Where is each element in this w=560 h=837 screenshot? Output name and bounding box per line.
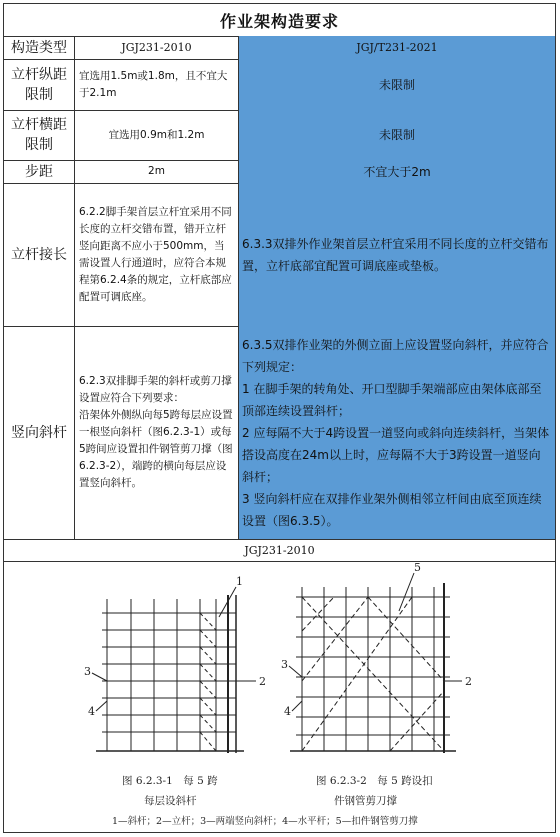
old-clause-body: 沿架体外侧纵向每5跨每层应设置一根竖向斜杆（图6.2.3-1）或每5跨间应设置扣件钢管剪刀撑（图6.2.3-2），端跨的横向每层应设置竖向斜杆。 (79, 409, 233, 489)
table-row (4, 160, 555, 184)
row-new-value (239, 326, 555, 539)
left-callout-lines (92, 587, 256, 711)
right-callout-5: 5 (414, 561, 421, 574)
right-diagram-grid (290, 583, 456, 753)
table-row (4, 59, 555, 111)
left-callout-4: 4 (88, 705, 95, 718)
right-callout-3: 3 (281, 658, 288, 671)
row-label: 步距 (4, 160, 75, 183)
left-diagram-diagonals (200, 613, 216, 751)
left-callout-2: 2 (259, 675, 266, 688)
new-clause-intro: 6.3.5双排作业架的外侧立面上应设置竖向斜杆，并应符合下列规定： (242, 337, 549, 374)
left-caption-line-2: 每层设斜杆 (144, 795, 197, 807)
row-new-value: 未限制 (239, 59, 555, 110)
table-row (4, 326, 555, 540)
table-row (4, 110, 555, 161)
row-new-value: 未限制 (239, 110, 555, 160)
row-label: 立杆横距限制 (4, 110, 75, 160)
header-new-standard: JGJ/T231-2021 (239, 36, 555, 59)
row-old-value: 宜选用0.9m和1.2m (75, 110, 239, 160)
scaffold-diagrams (4, 561, 555, 834)
scaffold-figure (4, 561, 555, 834)
row-label: 竖向斜杆 (4, 326, 75, 539)
new-clause-item-1: 1 在脚手架的转角处、开口型脚手架端部应由架体底部至顶部连续设置斜杆； (242, 381, 542, 418)
row-new-value: 不宜大于2m (239, 160, 555, 183)
header-label: 构造类型 (4, 36, 75, 59)
left-callout-1: 1 (236, 575, 243, 588)
right-diagram-cross-braces (302, 597, 444, 751)
row-old-value (75, 326, 239, 539)
right-caption-line-1: 图 6.2.3-2 每 5 跨设扣 (316, 775, 433, 787)
row-old-value: 宜选用1.5m或1.8m，且不宜大于2.1m (75, 59, 239, 110)
right-callout-lines (289, 573, 462, 711)
right-caption-line-2: 件钢管剪刀撑 (334, 795, 397, 807)
header-row (4, 36, 555, 60)
right-callout-2: 2 (465, 675, 472, 688)
row-old-value: 6.2.2脚手架首层立杆宜采用不同长度的立杆交错布置，错开立杆竖向距离不应小于500mm，当需设置人行通道时，应符合本规程第6.2.4条的规定，立杆底部应配置可调底座。 (75, 183, 239, 326)
requirements-table (3, 3, 556, 833)
row-label: 立杆纵距限制 (4, 59, 75, 110)
figure-legend: 1—斜杆；2—立杆；3—两端竖向斜杆；4—水平杆；5—扣件钢管剪刀撑 (112, 816, 418, 827)
table-row (4, 183, 555, 327)
row-old-value: 2m (75, 160, 239, 183)
right-callout-4: 4 (284, 705, 291, 718)
old-clause-intro: 6.2.3双排脚手架的斜杆或剪刀撑设置应符合下列要求： (79, 375, 232, 404)
new-clause-item-2: 2 应每隔不大于4跨设置一道竖向或斜向连续斜杆，当架体搭设高度在24m以上时，应每隔不大于3跨设置一道竖向斜杆； (242, 425, 550, 484)
figure-source-label: JGJ231-2010 (4, 539, 555, 562)
row-new-value: 6.3.3双排外作业架首层立杆宜采用不同长度的立杆交错布置，立杆底部宜配置可调底座或垫板。 (239, 183, 555, 326)
new-clause-item-3: 3 竖向斜杆应在双排作业架外侧相邻立杆间由底至顶连续设置（图6.3.5）。 (242, 491, 542, 528)
table-title: 作业架构造要求 (4, 4, 555, 37)
left-caption-line-1: 图 6.2.3-1 每 5 跨 (122, 775, 218, 787)
row-label: 立杆接长 (4, 183, 75, 326)
left-diagram-grid (96, 595, 244, 753)
header-old-standard: JGJ231-2010 (75, 36, 239, 59)
left-callout-3: 3 (84, 665, 91, 678)
